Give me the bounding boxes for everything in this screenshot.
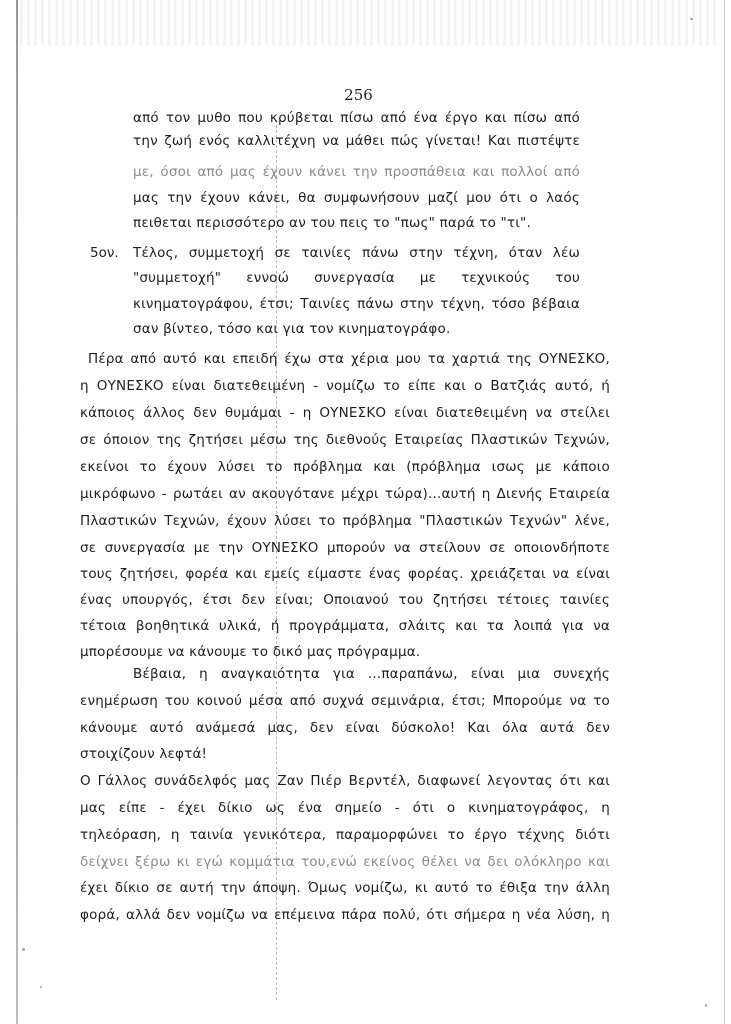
text-line: την ζωή ενός καλλιτέχνη να μάθει πώς γίνεται! Και πιστέψτε bbox=[133, 133, 580, 149]
page-number: 256 bbox=[344, 86, 373, 104]
text-line: τηλεόραση, η ταινία γενικότερα, παραμορφώνει το έργο τέχνης διότι bbox=[80, 827, 610, 843]
scan-edge-left bbox=[16, 0, 18, 1024]
text-line: κινηματογράφου, έτσι; Ταινίες πάνω στην τέχνη, τόσο βέβαια bbox=[133, 296, 580, 312]
text-line: σε συνεργασία με την ΟΥΝΕΣΚΟ μπορούν να στείλουν σε οποιονδήποτε bbox=[80, 540, 610, 556]
text-line: ένας υπουργός, έτσι δεν είναι; Οποιανού του ζητήσει τέτοιες ταινίες bbox=[80, 592, 610, 608]
text-line: "συμμετοχή" εννοώ συνεργασία με τεχνικούς του bbox=[133, 270, 580, 286]
text-line: σαν βίντεο, τόσο και για τον κινηματογράφο. bbox=[133, 321, 451, 337]
scan-speck bbox=[22, 948, 25, 951]
text-line: τους ζητήσει, φορέα και εμείς είμαστε ένας φορέας. χρειάζεται να είναι bbox=[80, 566, 610, 582]
text-line: Πλαστικών Τεχνών, έχουν λύσει το πρόβλημα "Πλαστικών Τεχνών" λένε, bbox=[80, 513, 610, 529]
scan-speck bbox=[705, 1004, 707, 1007]
text-line: φορά, αλλά δεν νομίζω να επέμεινα πάρα πολύ, ότι σήμερα η νέα λύση, η bbox=[80, 907, 610, 923]
text-line: δείχνει ξέρω κι εγώ κομμάτια του,ενώ εκείνος θέλει να δει ολόκληρο και bbox=[80, 854, 610, 870]
text-line: πειθεται περισσότερο αν του πεις το "πως" παρά το "τι". bbox=[133, 215, 531, 231]
text-line: τέτοια βοηθητικά υλικά, ή προγράμματα, σλάιτς και τα λοιπά για να bbox=[80, 618, 610, 634]
text-line: εκείνοι το έχουν λύσει το πρόβλημα και (πρόβλημα ισως με κάποιο bbox=[80, 459, 610, 475]
list-enumerator: 5ον. bbox=[90, 245, 119, 261]
text-line: από τον μυθο που κρύβεται πίσω από ένα έργο και πίσω από bbox=[133, 110, 580, 126]
text-line: η ΟΥΝΕΣΚΟ είναι διατεθειμένη - νομίζω το είπε και ο Βατζιάς αυτό, ή bbox=[80, 378, 610, 394]
scan-speck bbox=[690, 18, 693, 20]
text-line: μας είπε - έχει δίκιο ως ένα σημείο - ότι ο κινηματογράφος, η bbox=[80, 800, 610, 816]
text-line: μπορέσουμε να κάνουμε το δικό μας πρόγραμμα. bbox=[80, 644, 421, 660]
text-line: στοιχίζουν λεφτά! bbox=[80, 746, 208, 762]
text-line: έχει δίκιο σε αυτή την άποψη. Όμως νομίζω, κι αυτό το έθιξα την άλλη bbox=[80, 880, 610, 896]
text-line: Βέβαια, η αναγκαιότητα για ...παραπάνω, είναι μια συνεχής bbox=[133, 666, 610, 682]
text-line: Ο Γάλλος συνάδελφός μας Ζαν Πιέρ Βερντέλ, διαφωνεί λεγοντας ότι και bbox=[80, 773, 610, 789]
text-line: ενημέρωση του κοινού μέσα από συχνά σεμινάρια, έτσι; Μπορούμε να το bbox=[80, 693, 610, 709]
scan-noise-top bbox=[20, 0, 720, 46]
text-line: Τέλος, συμμετοχή σε ταινίες πάνω στην τέχνη, όταν λέω bbox=[133, 245, 580, 261]
scan-edge-right bbox=[724, 0, 725, 1024]
text-line: κάποιος άλλος δεν θυμάμαι - η ΟΥΝΕΣΚΟ είναι διατεθειμένη να στείλει bbox=[80, 405, 610, 421]
text-line: Πέρα από αυτό και επειδή έχω στα χέρια μου τα χαρτιά της ΟΥΝΕΣΚΟ, bbox=[88, 351, 610, 367]
text-line: με, όσοι από μας έχουν κάνει την προσπάθεια και πολλοί από bbox=[133, 164, 580, 180]
text-line: μας την έχουν κάνει, θα συμφωνήσουν μαζί μου ότι ο λαός bbox=[133, 190, 580, 206]
scan-speck bbox=[40, 986, 42, 988]
text-line: μικρόφωνο - ρωτάει αν ακουγότανε μέχρι τώρα)...αυτή η Διενής Εταιρεία bbox=[80, 486, 610, 502]
text-line: κάνουμε αυτό ανάμεσά μας, δεν είναι δύσκολο! Και όλα αυτά δεν bbox=[80, 720, 610, 736]
text-line: σε όποιον της ζητήσει μέσω της διεθνούς Εταιρείας Πλαστικών Τεχνών, bbox=[80, 432, 610, 448]
